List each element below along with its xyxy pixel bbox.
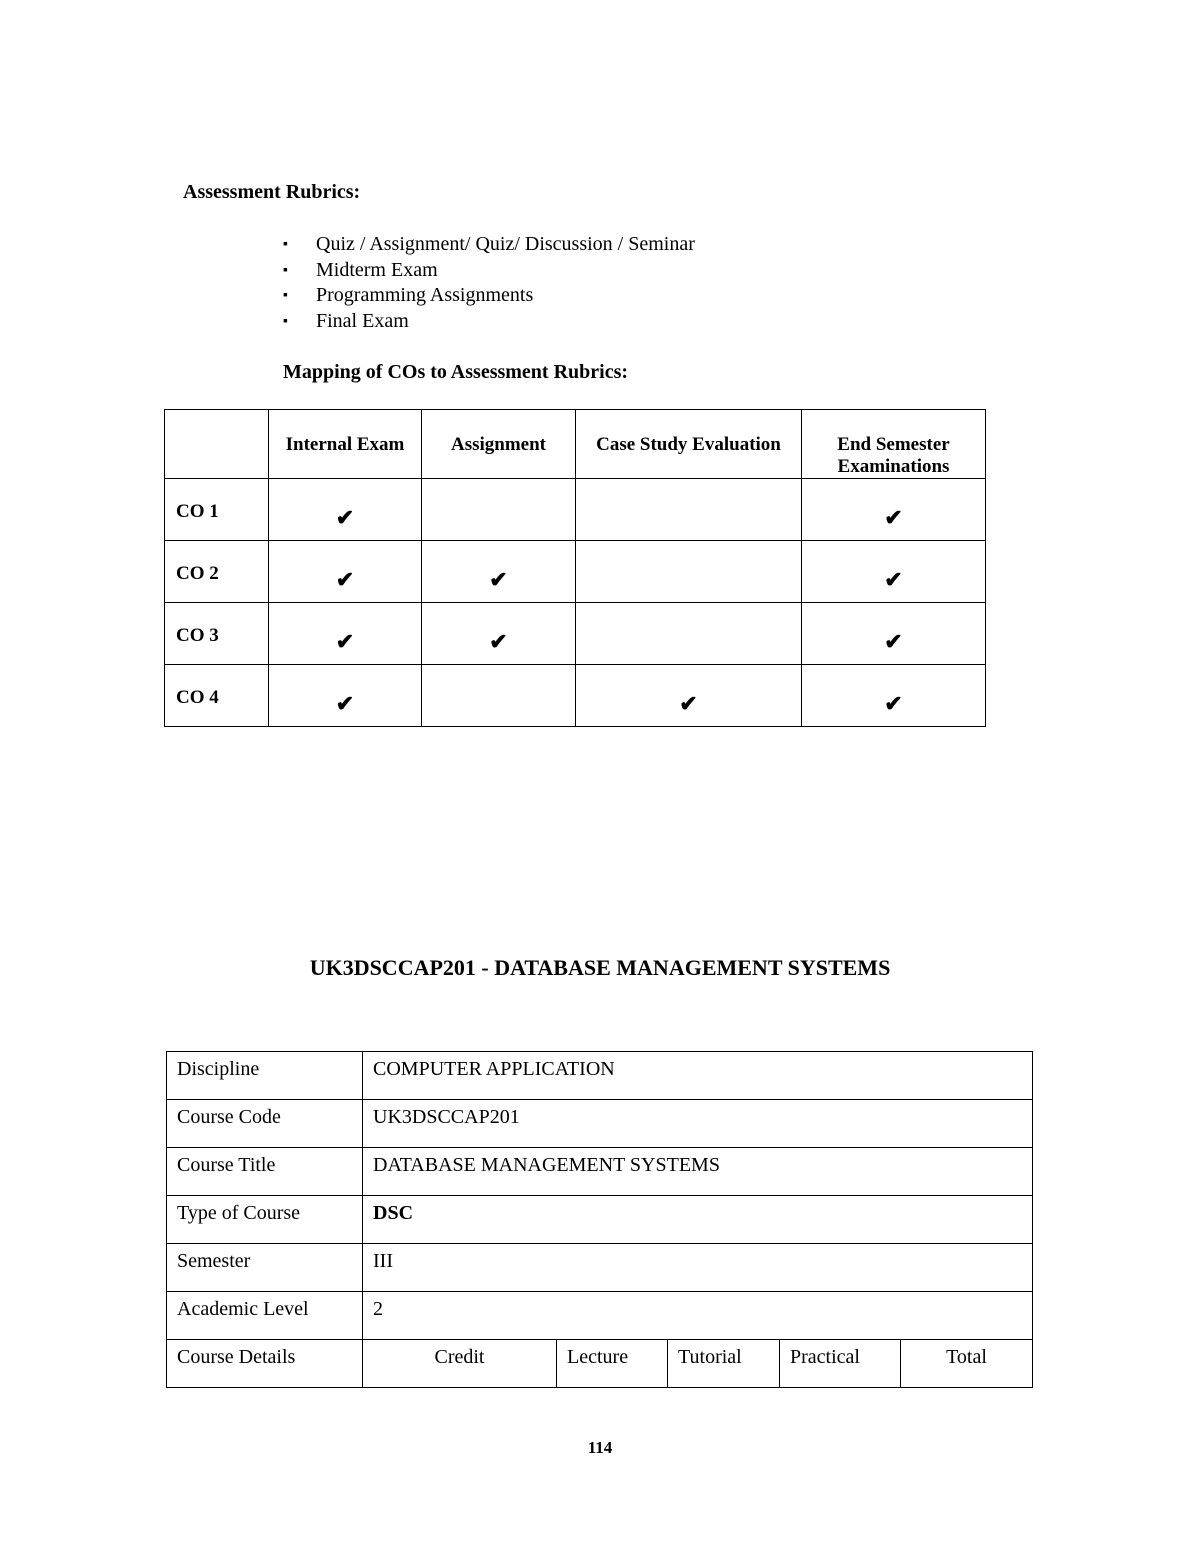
check-icon: ✔ [576,665,802,727]
check-icon: ✔ [802,541,986,603]
course-details-table [166,1051,1033,1388]
rubric-list [283,232,695,334]
assessment-rubrics-heading: Assessment Rubrics: [183,181,361,203]
co-label: CO 2 [165,541,269,603]
course-title-heading: UK3DSCCAP201 - DATABASE MANAGEMENT SYSTEMS [309,955,891,980]
detail-label: Course Details [167,1340,363,1388]
detail-value: UK3DSCCAP201 [363,1100,1033,1148]
co-label: CO 1 [165,479,269,541]
table-row [165,479,986,541]
table-row [167,1340,1033,1388]
detail-label: Semester [167,1244,363,1292]
header-cell-end-semester: End Semester Examinations [802,410,986,479]
detail-value: DATABASE MANAGEMENT SYSTEMS [363,1148,1033,1196]
tutorial-header: Tutorial [668,1340,780,1388]
page-number: 114 [587,1438,613,1457]
table-header-row [165,410,986,479]
detail-label: Discipline [167,1052,363,1100]
credit-header: Credit [363,1340,557,1388]
co-mapping-table [164,409,986,727]
table-row [167,1196,1033,1244]
bullet-icon: ▪ [283,288,288,303]
check-icon: ✔ [802,479,986,541]
table-row [165,665,986,727]
detail-value: 2 [363,1292,1033,1340]
check-icon: ✔ [802,603,986,665]
detail-label: Course Title [167,1148,363,1196]
detail-label: Type of Course [167,1196,363,1244]
check-icon: ✔ [802,665,986,727]
check-icon: ✔ [269,665,422,727]
co-label: CO 3 [165,603,269,665]
detail-label: Academic Level [167,1292,363,1340]
check-cell [422,665,576,727]
table-row [167,1244,1033,1292]
check-icon: ✔ [269,479,422,541]
total-header: Total [901,1340,1033,1388]
check-cell [576,603,802,665]
check-cell [576,541,802,603]
rubric-item: ▪ Midterm Exam [283,258,695,284]
table-row [167,1148,1033,1196]
check-icon: ✔ [269,541,422,603]
check-icon: ✔ [422,541,576,603]
detail-value: COMPUTER APPLICATION [363,1052,1033,1100]
co-label: CO 4 [165,665,269,727]
header-cell-internal-exam: Internal Exam [269,410,422,479]
check-icon: ✔ [269,603,422,665]
rubric-item: ▪ Quiz / Assignment/ Quiz/ Discussion / Seminar [283,232,695,258]
table-row [167,1100,1033,1148]
table-row [165,541,986,603]
table-row [165,603,986,665]
check-cell [576,479,802,541]
check-icon: ✔ [422,603,576,665]
bullet-icon: ▪ [283,262,288,278]
rubric-item: ▪ Final Exam [283,309,695,335]
check-cell [422,479,576,541]
detail-value: DSC [363,1196,1033,1244]
bullet-icon: ▪ [283,237,288,252]
rubric-item: ▪ Programming Assignments [283,283,695,309]
detail-label: Course Code [167,1100,363,1148]
lecture-header: Lecture [557,1340,668,1388]
bullet-icon: ▪ [283,313,288,329]
header-cell-empty [165,410,269,479]
table-row [167,1052,1033,1100]
mapping-heading: Mapping of COs to Assessment Rubrics: [283,361,629,383]
practical-header: Practical [780,1340,901,1388]
table-row [167,1292,1033,1340]
detail-value: III [363,1244,1033,1292]
header-cell-assignment: Assignment [422,410,576,479]
header-cell-case-study: Case Study Evaluation [576,410,802,479]
